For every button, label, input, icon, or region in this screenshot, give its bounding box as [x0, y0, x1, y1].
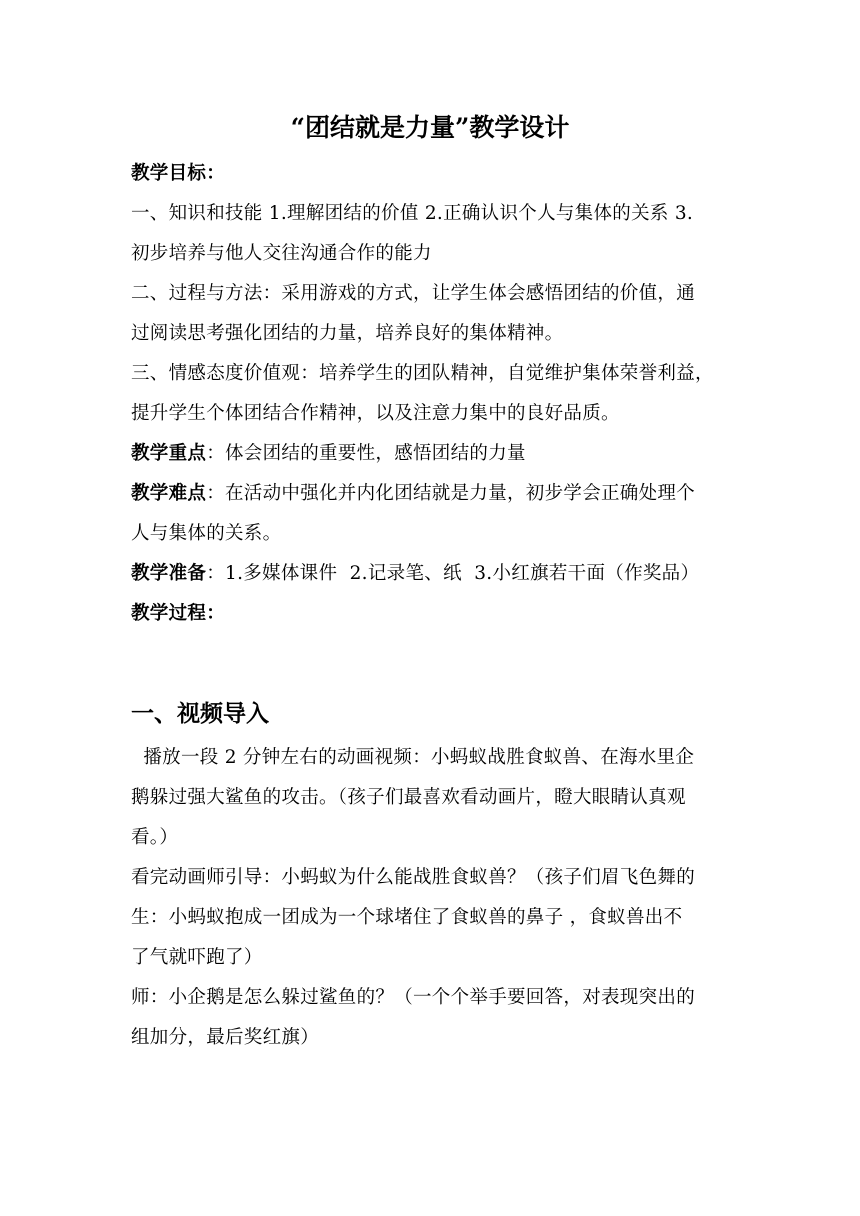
key-points-text: ：体会团结的重要性，感悟团结的力量	[206, 443, 526, 464]
para-1-line-1: 播放一段 2 分钟左右的动画视频：小蚂蚁战胜食蚁兽、在海水里企	[131, 747, 695, 768]
document-body	[131, 154, 743, 634]
para-3-line-1: 师：小企鹅是怎么躲过鲨鱼的？（一个个举手要回答，对表现突出的	[131, 987, 696, 1008]
objective-1-line-1: 一、知识和技能 1.理解团结的价值 2.正确认识个人与集体的关系 3.	[131, 203, 694, 224]
objective-2-line-1: 二、过程与方法：采用游戏的方式，让学生体会感悟团结的价值，通	[131, 283, 696, 304]
difficulties-label: 教学难点	[131, 483, 207, 504]
key-points-label: 教学重点	[131, 443, 207, 464]
process-label: 教学过程：	[131, 603, 226, 624]
preparation-text: ：1.多媒体课件 2.记录笔、纸 3.小红旗若干面（作奖品）	[206, 563, 700, 584]
difficulties-text-1: ：在活动中强化并内化团结就是力量，初步学会正确处理个	[206, 483, 696, 504]
difficulties-line-1	[131, 474, 743, 514]
section-1-heading: 一、视频导入	[131, 700, 269, 727]
para-2-line-3: 了气就吓跑了）	[131, 947, 263, 968]
para-2-line-1: 看完动画师引导：小蚂蚁为什么能战胜食蚁兽？（孩子们眉飞色舞的	[131, 867, 696, 888]
para-1-line-2: 鹅躲过强大鲨鱼的攻击。（孩子们最喜欢看动画片，瞪大眼睛认真观	[131, 787, 686, 808]
objective-2-line-2: 过阅读思考强化团结的力量，培养良好的集体精神。	[131, 323, 564, 344]
section-1-body	[131, 738, 743, 1058]
para-2-line-2: 生：小蚂蚁抱成一团成为一个球堵住了食蚁兽的鼻子 ，食蚁兽出不	[131, 907, 683, 928]
preparation-label: 教学准备	[131, 563, 207, 584]
preparation-line	[131, 554, 743, 594]
objectives-label: 教学目标：	[131, 163, 226, 184]
difficulties-line-2: 人与集体的关系。	[131, 523, 282, 544]
objective-1-line-2: 初步培养与他人交往沟通合作的能力	[131, 243, 432, 264]
objective-3-line-2: 提升学生个体团结合作精神，以及注意力集中的良好品质。	[131, 403, 620, 424]
para-3-line-2: 组加分，最后奖红旗）	[131, 1027, 320, 1048]
objective-3-line-1: 三、情感态度价值观：培养学生的团队精神，自觉维护集体荣誉利益，	[131, 363, 714, 384]
key-points-line	[131, 434, 743, 474]
para-1-line-3: 看。）	[131, 827, 179, 848]
document-title: “团结就是力量”教学设计	[290, 113, 570, 142]
